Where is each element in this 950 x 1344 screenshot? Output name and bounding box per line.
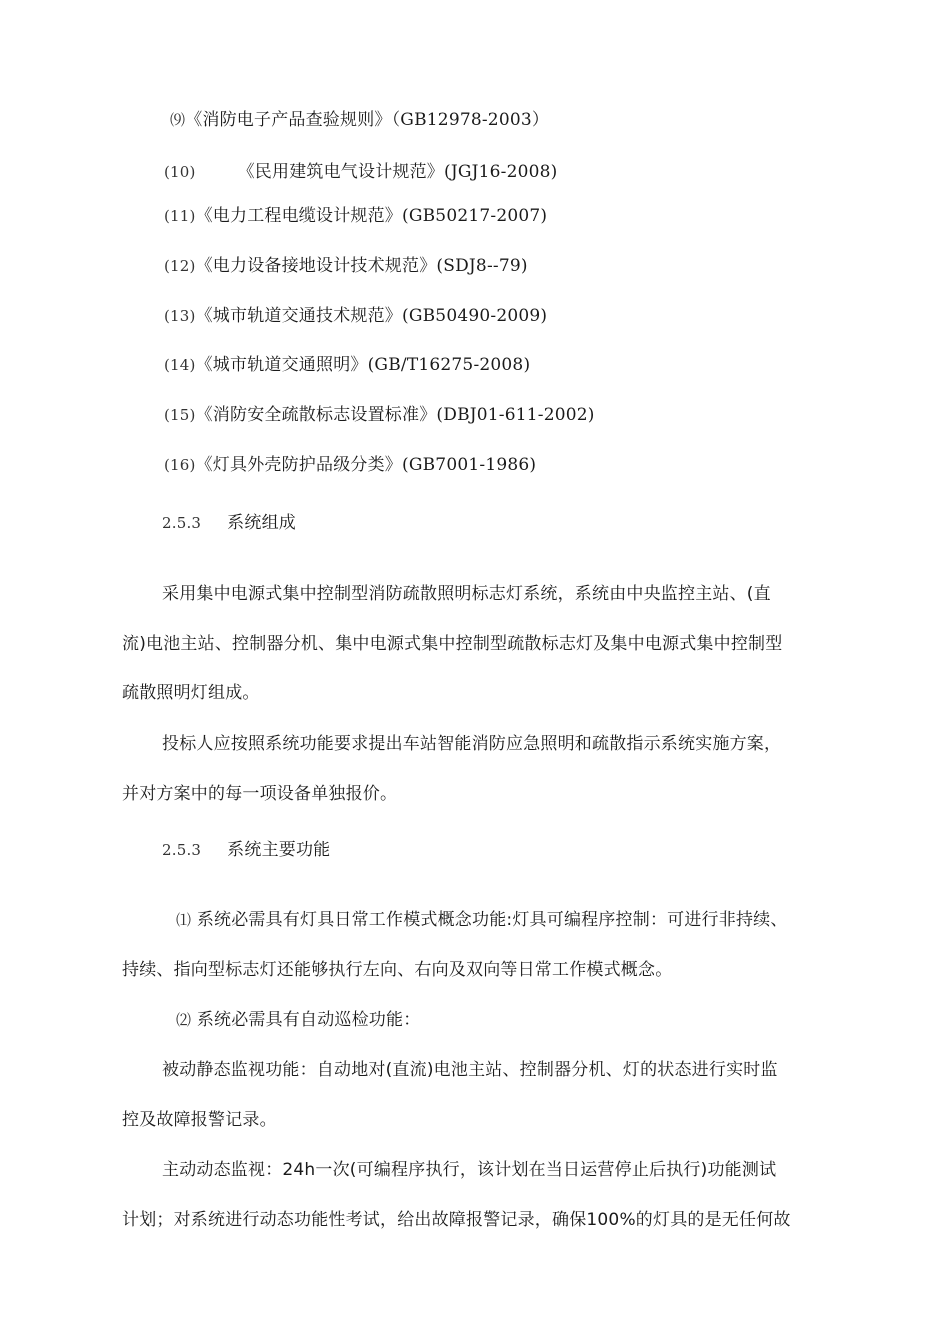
item-number: (13) [164, 307, 196, 325]
standard-code: (GB50217-2007) [402, 206, 548, 226]
standard-code: （GB12978-2003） [391, 110, 550, 130]
section-title: 系统组成 [227, 513, 296, 533]
paragraph-line: 持续、指向型标志灯还能够执行左向、右向及双向等日常工作模式概念。 [122, 960, 673, 980]
standard-item [164, 403, 595, 427]
section-number: 2.5.3 [162, 514, 202, 532]
item-number: ⑴ [176, 911, 192, 929]
item-number: ⑵ [176, 1011, 192, 1029]
section-title: 系统主要功能 [227, 840, 331, 860]
paragraph-line: 主动动态监视：24h一次(可编程序执行，该计划在当日运营停止后执行)功能测试 [162, 1160, 777, 1180]
item-number: (11) [164, 207, 196, 225]
standard-item [164, 304, 547, 328]
standard-code: (GB7001-1986) [402, 455, 537, 475]
standard-title: 《灯具外壳防护品级分类》 [195, 455, 402, 475]
function-text: 系统必需具有自动巡检功能： [196, 1010, 421, 1030]
standard-code: (GB50490-2009) [402, 306, 548, 326]
standard-code: (JGJ16-2008) [444, 162, 558, 182]
standard-item [164, 353, 530, 377]
paragraph-line: 控及故障报警记录。 [122, 1110, 277, 1130]
paragraph-line: 并对方案中的每一项设备单独报价。 [122, 784, 398, 804]
paragraph-line: 投标人应按照系统功能要求提出车站智能消防应急照明和疏散指示系统实施方案， [162, 734, 782, 754]
function-item [176, 908, 788, 932]
standard-code: (SDJ8--79) [436, 256, 528, 276]
paragraph-line: 计划；对系统进行动态功能性考试，给出故障报警记录，确保100%的灯具的是无任何故 [122, 1210, 791, 1230]
item-number: (10) [164, 163, 196, 181]
paragraph-line: 采用集中电源式集中控制型消防疏散照明标志灯系统，系统由中央监控主站、(直 [162, 584, 771, 604]
function-text: 系统必需具有灯具日常工作模式概念功能:灯具可编程序控制：可进行非持续、 [196, 910, 788, 930]
paragraph-line: 流)电池主站、控制器分机、集中电源式集中控制型疏散标志灯及集中电源式集中控制型 [122, 634, 783, 654]
standard-title: 《电力设备接地设计技术规范》 [195, 256, 437, 276]
standard-item [164, 453, 536, 477]
standard-item [164, 160, 558, 184]
standard-item [170, 108, 549, 132]
standard-title: 《城市轨道交通技术规范》 [195, 306, 402, 326]
standard-title: 《民用建筑电气设计规范》 [237, 162, 444, 182]
item-number: (14) [164, 356, 196, 374]
standard-item [164, 204, 547, 228]
paragraph-line: 被动静态监视功能：自动地对(直流)电池主站、控制器分机、灯的状态进行实时监 [162, 1060, 778, 1080]
standard-title: 《消防电子产品查验规则》 [185, 110, 392, 130]
standard-title: 《城市轨道交通照明》 [195, 355, 368, 375]
standard-title: 《消防安全疏散标志设置标准》 [195, 405, 437, 425]
standard-title: 《电力工程电缆设计规范》 [195, 206, 402, 226]
standard-item [164, 254, 528, 278]
item-number: (16) [164, 456, 196, 474]
section-number: 2.5.3 [162, 841, 202, 859]
item-number: (15) [164, 406, 196, 424]
section-heading [162, 838, 330, 862]
standard-code: (DBJ01-611-2002) [436, 405, 595, 425]
function-item [176, 1008, 420, 1032]
section-heading [162, 511, 296, 535]
standard-code: (GB/T16275-2008) [367, 355, 531, 375]
item-number: ⑼ [170, 111, 186, 129]
paragraph-line: 疏散照明灯组成。 [122, 683, 260, 703]
item-number: (12) [164, 257, 196, 275]
